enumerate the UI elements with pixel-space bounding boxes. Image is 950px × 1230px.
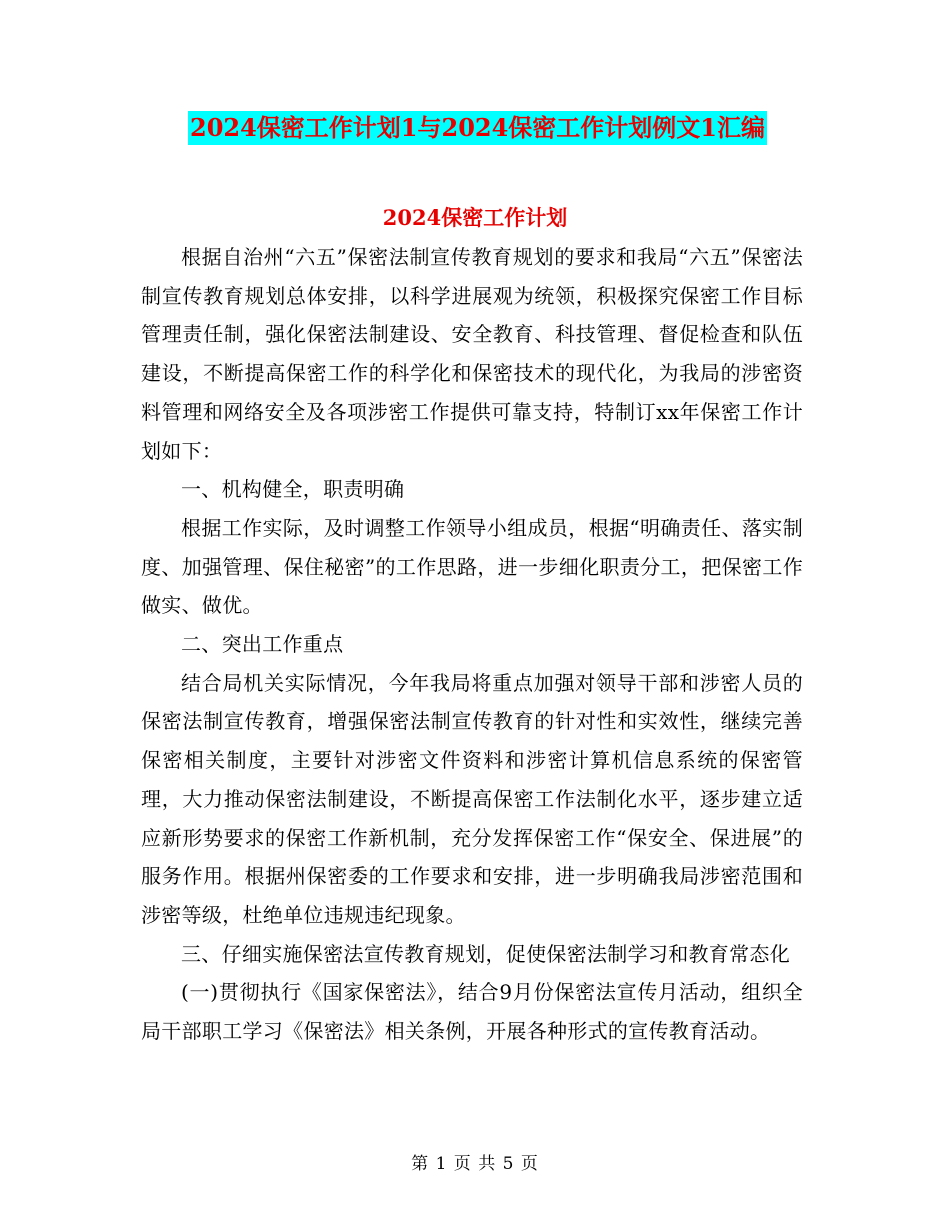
paragraph-three-one: (一)贯彻执行《国家保密法》，结合9月份保密法宣传月活动，组织全局干部职工学习《保密法》相关条例，开展各种形式的宣传教育活动。 xyxy=(141,980,803,1044)
heading-two: 二、突出工作重点 xyxy=(181,632,344,657)
heading-one: 一、机构健全，职责明确 xyxy=(181,477,405,502)
paragraph-two: 结合局机关实际情况，今年我局将重点加强对领导干部和涉密人员的保密法制宣传教育，增强保密法制宣传教育的针对性和实效性，继续完善保密相关制度，主要针对涉密文件资料和涉密计算机信息系统的保密管理，大力推动保密法制建设，不断提高保密工作法制化水平，逐步建立适应新形势要求的保密工作新机制，充分发挥保密工作“保安全、保进展”的服务作用。根据州保密委的工作要求和安排，进一步明确我局涉密范围和涉密等级，杜绝单位违规违纪现象。 xyxy=(141,670,803,927)
total-pages: 5 xyxy=(502,1154,515,1174)
page-footer xyxy=(0,1152,950,1176)
paragraph-intro: 根据自治州“六五”保密法制宣传教育规划的要求和我局“六五”保密法制宣传教育规划总体安排，以科学进展观为统领，积极探究保密工作目标管理责任制，强化保密法制建设、安全教育、科技管理、督促检查和队伍建设，不断提高保密工作的科学化和保密技术的现代化，为我局的涉密资料管理和网络安全及各项涉密工作提供可靠支持，特制订xx年保密工作计划如下： xyxy=(141,245,803,463)
footer-suffix: 页 xyxy=(520,1154,539,1174)
heading-three: 三、仔细实施保密法宣传教育规划，促使保密法制学习和教育常态化 xyxy=(181,941,790,966)
page-number: 1 xyxy=(435,1154,448,1174)
footer-prefix: 第 xyxy=(411,1154,430,1174)
paragraph-one: 根据工作实际，及时调整工作领导小组成员，根据“明确责任、落实制度、加强管理、保住秘密”的工作思路，进一步细化职责分工，把保密工作做实、做优。 xyxy=(141,515,803,618)
footer-middle: 页 共 xyxy=(453,1154,497,1174)
document-body xyxy=(141,238,803,1051)
document-title: 2024保密工作计划1与2024保密工作计划例文1汇编 xyxy=(188,111,767,145)
section-title: 2024保密工作计划 xyxy=(382,205,568,230)
